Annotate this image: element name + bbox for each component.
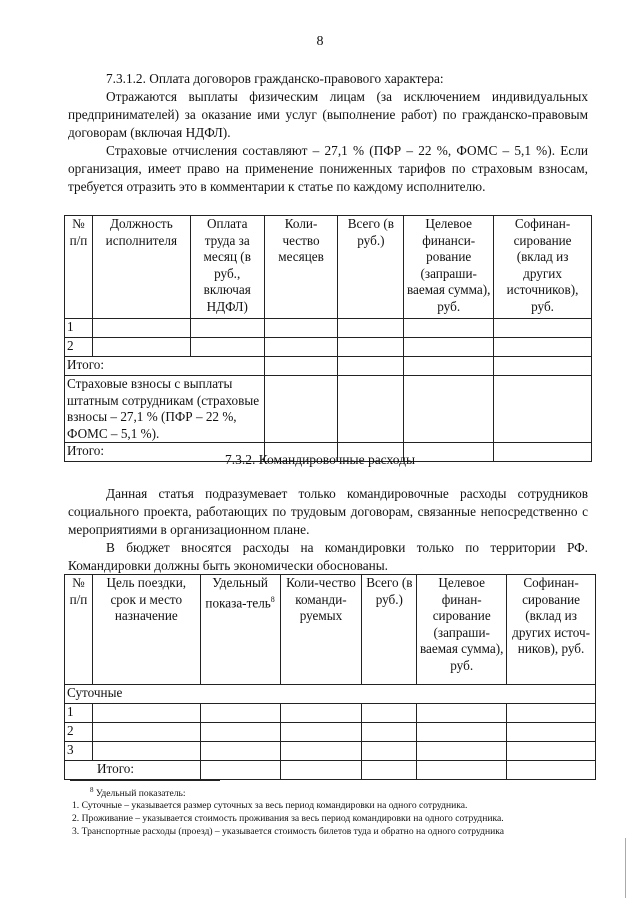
table-cell[interactable] [264, 338, 338, 357]
table-cell[interactable] [92, 704, 200, 723]
table-cell[interactable] [200, 761, 280, 780]
table1-header: Должность исполнителя [92, 216, 190, 319]
table-gph-contracts [64, 215, 592, 462]
scan-edge-mark [625, 838, 626, 898]
total-label: Итого: [65, 357, 265, 376]
row-number: 2 [65, 723, 93, 742]
table-cell[interactable] [404, 319, 494, 338]
table-cell[interactable] [338, 319, 404, 338]
table-cell[interactable] [92, 338, 190, 357]
total-label: Итого: [65, 443, 265, 462]
table-cell[interactable] [494, 319, 592, 338]
table2-header-text: Удельный показа-тель [205, 575, 271, 610]
table-cell[interactable] [507, 761, 596, 780]
table1-header-row [65, 216, 592, 319]
table-cell[interactable] [417, 723, 507, 742]
table-cell[interactable] [494, 376, 592, 443]
table2-header-row [65, 575, 596, 685]
table-cell[interactable] [507, 704, 596, 723]
table2-header: Целевое финан-сирование (запраши-ваемая сумма), руб. [417, 575, 507, 685]
table-cell[interactable] [404, 357, 494, 376]
table-total-row [65, 357, 592, 376]
table-cell[interactable] [338, 338, 404, 357]
table-cell[interactable] [338, 357, 404, 376]
table-cell[interactable] [362, 761, 417, 780]
footnote-item: 3. Транспортные расходы (проезд) – указывается стоимость билетов туда и обратно на одного сотрудника [72, 826, 505, 837]
row-number: 1 [65, 319, 93, 338]
table-cell[interactable] [92, 723, 200, 742]
table1-header: Оплата труда за месяц (в руб., включая НДФЛ) [190, 216, 264, 319]
table-row [65, 338, 592, 357]
table2-header [200, 575, 280, 685]
table-row [65, 723, 596, 742]
table2-header: Всего (в руб.) [362, 575, 417, 685]
table-cell[interactable] [200, 723, 280, 742]
section-732 [68, 485, 588, 575]
table-cell[interactable] [362, 704, 417, 723]
table-cell[interactable] [92, 319, 190, 338]
table1-header: Коли-чество месяцев [264, 216, 338, 319]
section-row [65, 685, 596, 704]
section-7312-para1: Отражаются выплаты физическим лицам (за исключением индивидуальных предпринимателей) за оказание ими услуг (выполнение работ) по гражданско-правовым договорам (включая НДФЛ). [68, 89, 588, 140]
footnote-title-mark: 8 [90, 786, 94, 794]
section-7312 [68, 70, 588, 196]
section-732-heading: 7.3.2. Командировочные расходы [224, 452, 416, 467]
table-cell[interactable] [280, 704, 362, 723]
table1-header: Софинан-сирование (вклад из других источников), руб. [494, 216, 592, 319]
table-cell[interactable] [362, 723, 417, 742]
table-cell[interactable] [200, 742, 280, 761]
table-cell[interactable] [417, 742, 507, 761]
row-number: 2 [65, 338, 93, 357]
section-732-para1: Данная статья подразумевает только командировочные расходы сотрудников социального проекта, работающих по трудовым договорам, связанные непосредственно с мероприятиями в организационном плане. [68, 486, 588, 537]
section-7312-heading: 7.3.1.2. Оплата договоров гражданско-правового характера: [106, 71, 444, 86]
table-cell[interactable] [338, 376, 404, 443]
table-cell[interactable] [417, 761, 507, 780]
footnote-item: 1. Суточные – указывается размер суточных за весь период командировки на одного сотрудника. [72, 800, 468, 811]
table1-header: № п/п [65, 216, 93, 319]
table-cell[interactable] [494, 357, 592, 376]
table-cell[interactable] [280, 723, 362, 742]
table-cell[interactable] [404, 376, 494, 443]
table-cell[interactable] [92, 742, 200, 761]
table-cell[interactable] [507, 723, 596, 742]
table-cell[interactable] [280, 761, 362, 780]
table1-header: Всего (в руб.) [338, 216, 404, 319]
footnote-title [90, 784, 610, 800]
table-cell[interactable] [507, 742, 596, 761]
table-row [65, 742, 596, 761]
table-cell[interactable] [417, 704, 507, 723]
table-cell[interactable] [404, 338, 494, 357]
page-number: 8 [316, 34, 324, 49]
table-cell[interactable] [280, 742, 362, 761]
table-cell[interactable] [200, 704, 280, 723]
table-row [65, 704, 596, 723]
table-cell[interactable] [494, 338, 592, 357]
table-row [65, 319, 592, 338]
footnote-list [72, 799, 612, 838]
row-number: 3 [65, 742, 93, 761]
table-cell[interactable] [362, 742, 417, 761]
table2-header: № п/п [65, 575, 93, 685]
table-cell[interactable] [190, 319, 264, 338]
footnote-item: 2. Проживание – указывается стоимость проживания за весь период командировки на одного сотрудника. [72, 813, 504, 824]
table2-header: Коли-чество команди-руемых [280, 575, 362, 685]
table-cell[interactable] [264, 319, 338, 338]
total-label: Итого: [65, 761, 201, 780]
footnote-mark: 8 [270, 594, 275, 604]
row-number: 1 [65, 704, 93, 723]
table-total-row [65, 761, 596, 780]
section-7312-para2: Страховые отчисления составляют – 27,1 % (ПФР – 22 %, ФОМС – 5,1 %). Если организация, имеет право на применение пониженных тарифов по страховым взносам, требуется отразить это в комментарии к статье по каждому исполнителю. [68, 143, 588, 194]
table-cell[interactable] [264, 376, 338, 443]
insurance-row [65, 376, 592, 443]
table-cell[interactable] [190, 338, 264, 357]
table2-header: Софинан-сирование (вклад из других источ-ников), руб. [507, 575, 596, 685]
table2-header: Цель поездки, срок и место назначение [92, 575, 200, 685]
section-label: Суточные [65, 685, 596, 704]
footnote-title-text: Удельный показатель: [93, 788, 186, 800]
table1-header: Целевое финанси-рование (запраши-ваемая сумма), руб. [404, 216, 494, 319]
footnote-separator [70, 780, 220, 781]
section-732-para2: В бюджет вносятся расходы на командировки только по территории РФ. Командировки должны быть экономически обоснованы. [68, 540, 588, 573]
table-business-trips [64, 574, 596, 780]
insurance-note: Страховые взносы с выплаты штатным сотрудникам (страховые взносы – 27,1 % (ПФР – 22 %, ФОМС – 5,1 %). [65, 376, 265, 443]
table-cell[interactable] [264, 357, 338, 376]
